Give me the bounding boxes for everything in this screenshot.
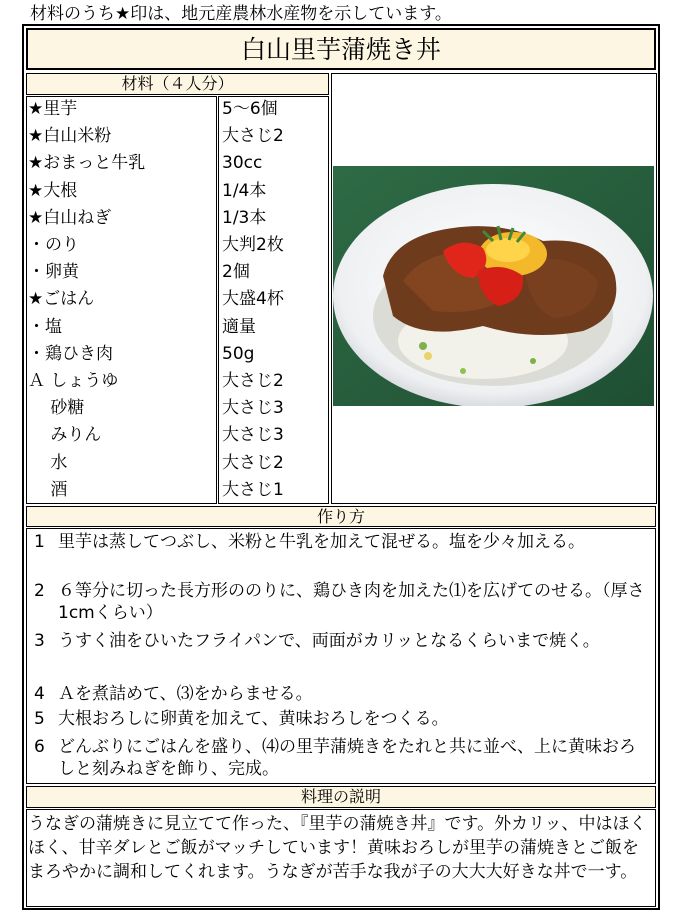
ingredient-name: 酒 [28, 479, 68, 500]
step-text: 大根おろしに卵黄を加えて、黄味おろしをつくる。 [58, 709, 449, 729]
ingredient-amount: 大盛4杯 [222, 289, 284, 310]
ingredient-name: Ａ しょうゆ [28, 371, 119, 391]
ingredient-amount: 大さじ3 [222, 425, 284, 446]
step-text: どんぶりにごはんを盛り、⑷の里芋蒲焼きをたれと共に並べ、上に黄味おろしと刻みねぎを飾り、完成。 [58, 737, 636, 779]
ingredient-amount: 大さじ1 [222, 479, 284, 500]
ingredient-name: ・鶏ひき肉 [28, 343, 113, 364]
ingredient-name: ★白山米粉 [28, 126, 112, 147]
ingredient-amount: 大さじ2 [222, 126, 284, 147]
ingredient-amount: 適量 [222, 316, 256, 337]
step-number: 3 [34, 631, 45, 651]
ingredient-amount: 大さじ2 [222, 452, 284, 473]
ingredient-name: ・塩 [28, 316, 62, 337]
step-text: 里芋は蒸してつぶし、米粉と牛乳を加えて混ぜる。塩を少々加える。 [58, 532, 585, 552]
ingredient-name: 砂糖 [28, 398, 85, 419]
ingredient-name: 水 [28, 452, 68, 473]
ingredient-amount: 大さじ3 [222, 398, 284, 419]
ingredient-amount: 30cc [222, 153, 263, 174]
recipe-title: 白山里芋蒲焼き丼 [26, 28, 656, 70]
ingredient-name: みりん [28, 425, 102, 446]
step-number: 5 [34, 709, 45, 729]
step-text: Ａを煮詰めて、⑶をからませる。 [58, 684, 313, 704]
ingredient-amount: 2個 [222, 262, 250, 283]
step-number: 2 [34, 581, 45, 601]
dish-description: うなぎの蒲焼きに見立てて作った、『里芋の蒲焼き丼』です。外カリッ、中はほくほく、甘辛ダレとご飯がマッチしています！黄味おろしが里芋の蒲焼きとご飯をまろやかに調和してくれます。うなぎが苦手な我が子の大大大好きな丼で一す。 [28, 814, 647, 882]
step-number: 6 [34, 737, 45, 757]
ingredient-amount: 50g [222, 343, 255, 364]
ingredient-name: ★白山ねぎ [28, 207, 112, 228]
ingredient-amount: 5～6個 [222, 99, 278, 119]
ingredient-amount: 1/4本 [222, 180, 267, 201]
ingredient-name: ・のり [28, 235, 79, 255]
step-text: ６等分に切った長方形ののりに、鶏ひき肉を加えた⑴を広げてのせる。（厚さ1cmくらい） [58, 581, 645, 623]
step-text: うすく油をひいたフライパンで、両面がカリッとなるくらいまで焼く。 [58, 631, 600, 651]
ingredients-header: 材料（４人分） [26, 73, 329, 95]
local-produce-note: 材料のうち★印は、地元産農林水産物を示しています。 [30, 4, 452, 24]
description-header: 料理の説明 [26, 786, 656, 808]
ingredient-name: ・卵黄 [28, 262, 79, 283]
ingredient-amount: 大判2枚 [222, 235, 284, 255]
ingredient-amount: 大さじ2 [222, 371, 284, 391]
ingredient-name: ★おまっと牛乳 [28, 153, 146, 174]
ingredient-name: ★大根 [28, 180, 78, 201]
step-number: 4 [34, 684, 45, 704]
ingredient-name: ★里芋 [28, 99, 78, 119]
ingredient-name: ★ごはん [28, 289, 95, 310]
method-header: 作り方 [26, 506, 656, 527]
ingredient-amount: 1/3本 [222, 207, 267, 228]
dish-photo [333, 166, 654, 406]
step-number: 1 [34, 532, 45, 552]
